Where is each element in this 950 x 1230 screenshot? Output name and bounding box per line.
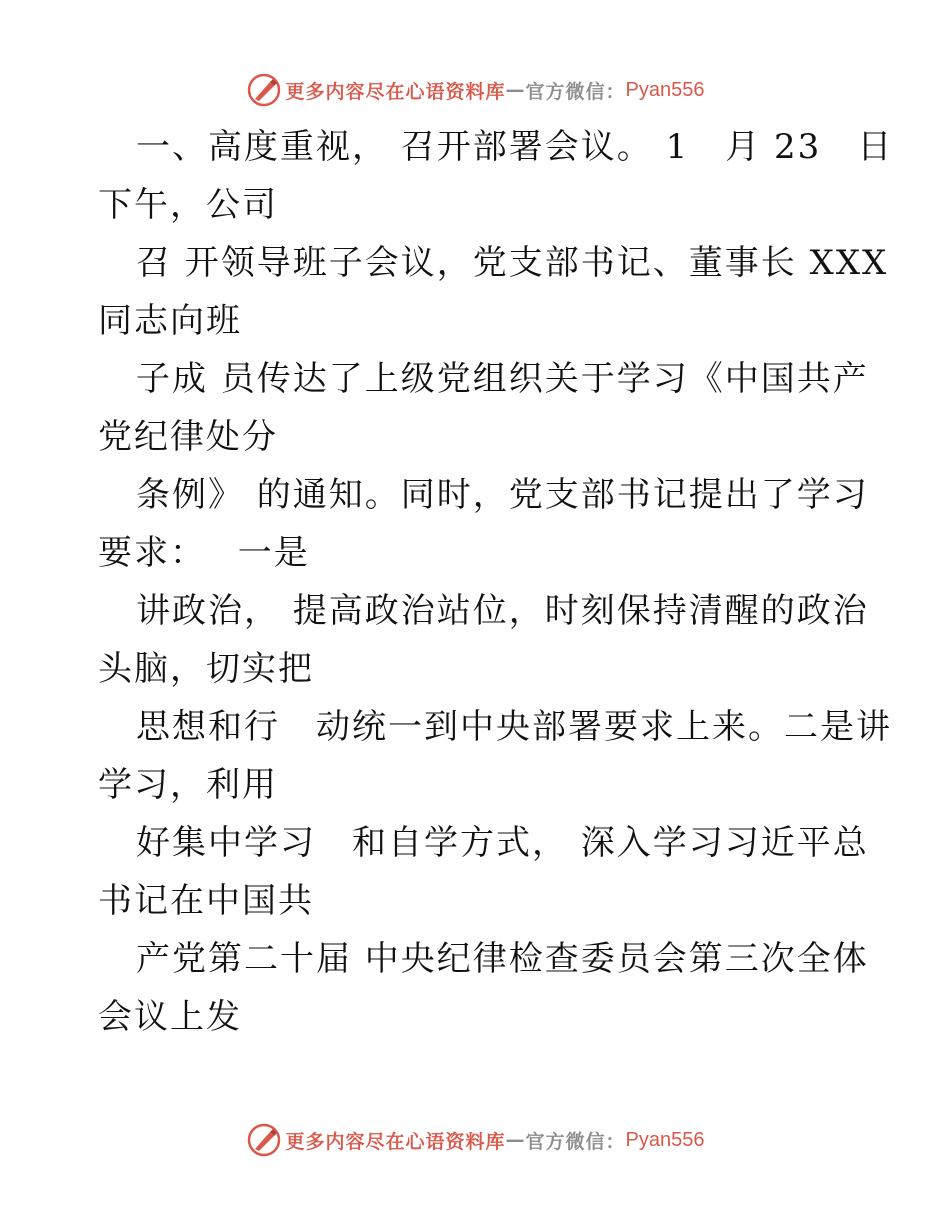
paragraph-5-line-2: 头脑，切实把: [98, 649, 314, 689]
paragraph-4-line-2: 要求： 一是: [98, 533, 310, 573]
paragraph-1-line-1: 一、高度重视， 召开部署会议。 1 月 23 日: [136, 127, 894, 167]
watermark-dash: —: [505, 79, 526, 101]
paragraph-3-line-2: 党纪律处分: [98, 417, 278, 457]
paragraph-8-line-1: 产党第二十届 中央纪律检查委员会第三次全体: [136, 939, 869, 979]
document-body: [98, 118, 894, 1046]
watermark-contact-label: 官方微信：: [525, 80, 626, 103]
paragraph-6-line-1: 思想和行 动统一到中央部署要求上来。二是讲: [136, 707, 892, 747]
watermark-contact-label: 官方微信：: [525, 1130, 626, 1153]
paragraph-7-line-1: 好集中学习 和自学方式， 深入学习习近平总: [136, 823, 869, 863]
watermark-contact-id: Pyan556: [625, 1128, 705, 1151]
watermark-site-text: 更多内容尽在心语资料库: [285, 1130, 506, 1153]
watermark-contact-id: Pyan556: [625, 78, 705, 101]
paragraph-3-line-1: 子成 员传达了上级党组织关于学习《中国共产: [136, 359, 869, 399]
watermark-footer: [0, 1120, 950, 1160]
paragraph-2-line-1: 召 开领导班子会议，党支部书记、董事长 XXX: [136, 243, 889, 283]
watermark-dash: —: [505, 1129, 526, 1151]
watermark-site-text: 更多内容尽在心语资料库: [285, 80, 506, 103]
paragraph-7-line-2: 书记在中国共: [98, 881, 314, 921]
paragraph-5-line-1: 讲政治， 提高政治站位，时刻保持清醒的政治: [136, 591, 869, 631]
paragraph-1-line-2: 下午，公司: [98, 185, 278, 225]
paragraph-2-line-2: 同志向班: [98, 301, 242, 341]
pen-logo-icon: [246, 72, 282, 108]
paragraph-4-line-1: 条例》 的通知。同时，党支部书记提出了学习: [136, 475, 869, 515]
paragraph-6-line-2: 学习，利用: [98, 765, 278, 805]
paragraph-8-line-2: 会议上发: [98, 997, 242, 1037]
watermark-header: [0, 70, 950, 110]
pen-logo-icon: [246, 1122, 282, 1158]
